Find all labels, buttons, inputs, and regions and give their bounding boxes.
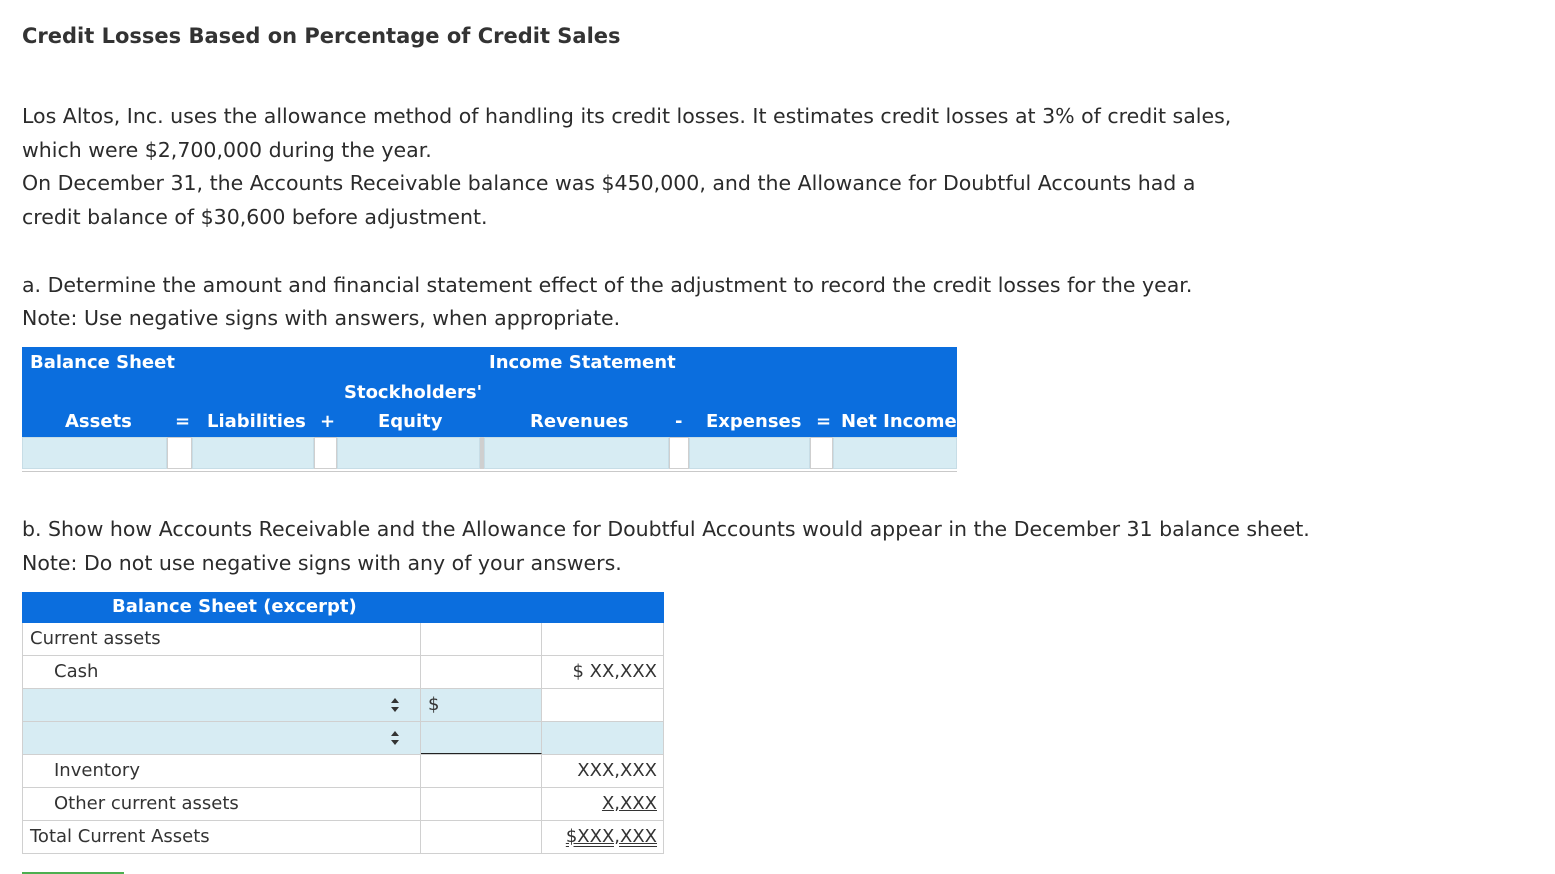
inventory-label: Inventory	[54, 760, 140, 781]
cash-value: $ XX,XXX	[572, 661, 657, 682]
amount-input-1[interactable]	[421, 689, 542, 721]
net-amount-input[interactable]	[542, 722, 664, 754]
expenses-input[interactable]	[689, 437, 810, 469]
current-assets-label: Current assets	[30, 628, 161, 649]
effect-input-row	[22, 437, 957, 472]
dollar-sign: $	[428, 694, 440, 715]
excerpt-header	[22, 592, 664, 623]
net-income-input[interactable]	[833, 437, 957, 469]
other-assets-value: X,XXX	[601, 793, 657, 814]
table-row	[22, 656, 664, 689]
liabilities-input[interactable]	[192, 437, 314, 469]
page-title: Credit Losses Based on Percentage of Credit Sales	[22, 24, 621, 48]
intro-line-4: credit balance of $30,600 before adjustment.	[22, 205, 488, 229]
excerpt-heading: Balance Sheet (excerpt)	[112, 596, 357, 617]
liabilities-sign-box	[314, 437, 337, 469]
amount-input-2[interactable]	[421, 722, 542, 754]
part-b-note: Note: Do not use negative signs with any of your answers.	[22, 551, 622, 575]
stockholders-heading: Stockholders'	[344, 382, 483, 403]
effect-table	[22, 347, 957, 471]
intro-line-3: On December 31, the Accounts Receivable balance was $450,000, and the Allowance for Doubtful Accounts had a	[22, 171, 1196, 195]
part-a-question: a. Determine the amount and financial statement effect of the adjustment to record the credit losses for the year.	[22, 273, 1193, 297]
table-row	[22, 821, 664, 854]
account-select-1[interactable]	[22, 689, 421, 721]
assets-input[interactable]	[22, 437, 167, 469]
inventory-value: XXX,XXX	[577, 760, 657, 781]
table-row	[22, 623, 664, 656]
other-assets-label: Other current assets	[54, 793, 239, 814]
account-select-2[interactable]	[22, 722, 421, 754]
table-row	[22, 755, 664, 788]
expenses-heading: Expenses	[706, 411, 802, 432]
revenues-input[interactable]	[484, 437, 669, 469]
revenues-heading: Revenues	[530, 411, 629, 432]
assets-sign-box	[167, 437, 192, 469]
equity-heading: Equity	[378, 411, 443, 432]
part-b-question: b. Show how Accounts Receivable and the Allowance for Doubtful Accounts would appear in the December 31 balance sheet.	[22, 517, 1310, 541]
income-statement-heading: Income Statement	[489, 352, 676, 373]
equity-input[interactable]	[337, 437, 480, 469]
select-arrows-icon	[390, 696, 400, 714]
equals-sign: =	[175, 411, 191, 432]
plus-sign: +	[320, 411, 336, 432]
intro-line-1: Los Altos, Inc. uses the allowance method of handling its credit losses. It estimates credit losses at 3% of credit sales,	[22, 104, 1232, 128]
select-arrows-icon	[390, 729, 400, 747]
equals-sign-2: =	[816, 411, 832, 432]
liabilities-heading: Liabilities	[207, 411, 306, 432]
part-a-note: Note: Use negative signs with answers, when appropriate.	[22, 306, 621, 330]
expenses-sign-box	[810, 437, 833, 469]
table-row	[22, 788, 664, 821]
net-income-heading: Net Income	[841, 411, 957, 432]
intro-line-2: which were $2,700,000 during the year.	[22, 138, 432, 162]
cash-label: Cash	[54, 661, 99, 682]
table-row	[22, 722, 664, 755]
balance-sheet-heading: Balance Sheet	[30, 352, 175, 373]
effect-table-header	[22, 347, 957, 437]
total-current-assets-value: $XXX,XXX	[565, 826, 657, 847]
minus-sign: -	[675, 411, 683, 432]
total-current-assets-label: Total Current Assets	[30, 826, 210, 847]
assets-heading: Assets	[65, 411, 132, 432]
table-row	[22, 689, 664, 722]
revenues-sign-box	[669, 437, 689, 469]
